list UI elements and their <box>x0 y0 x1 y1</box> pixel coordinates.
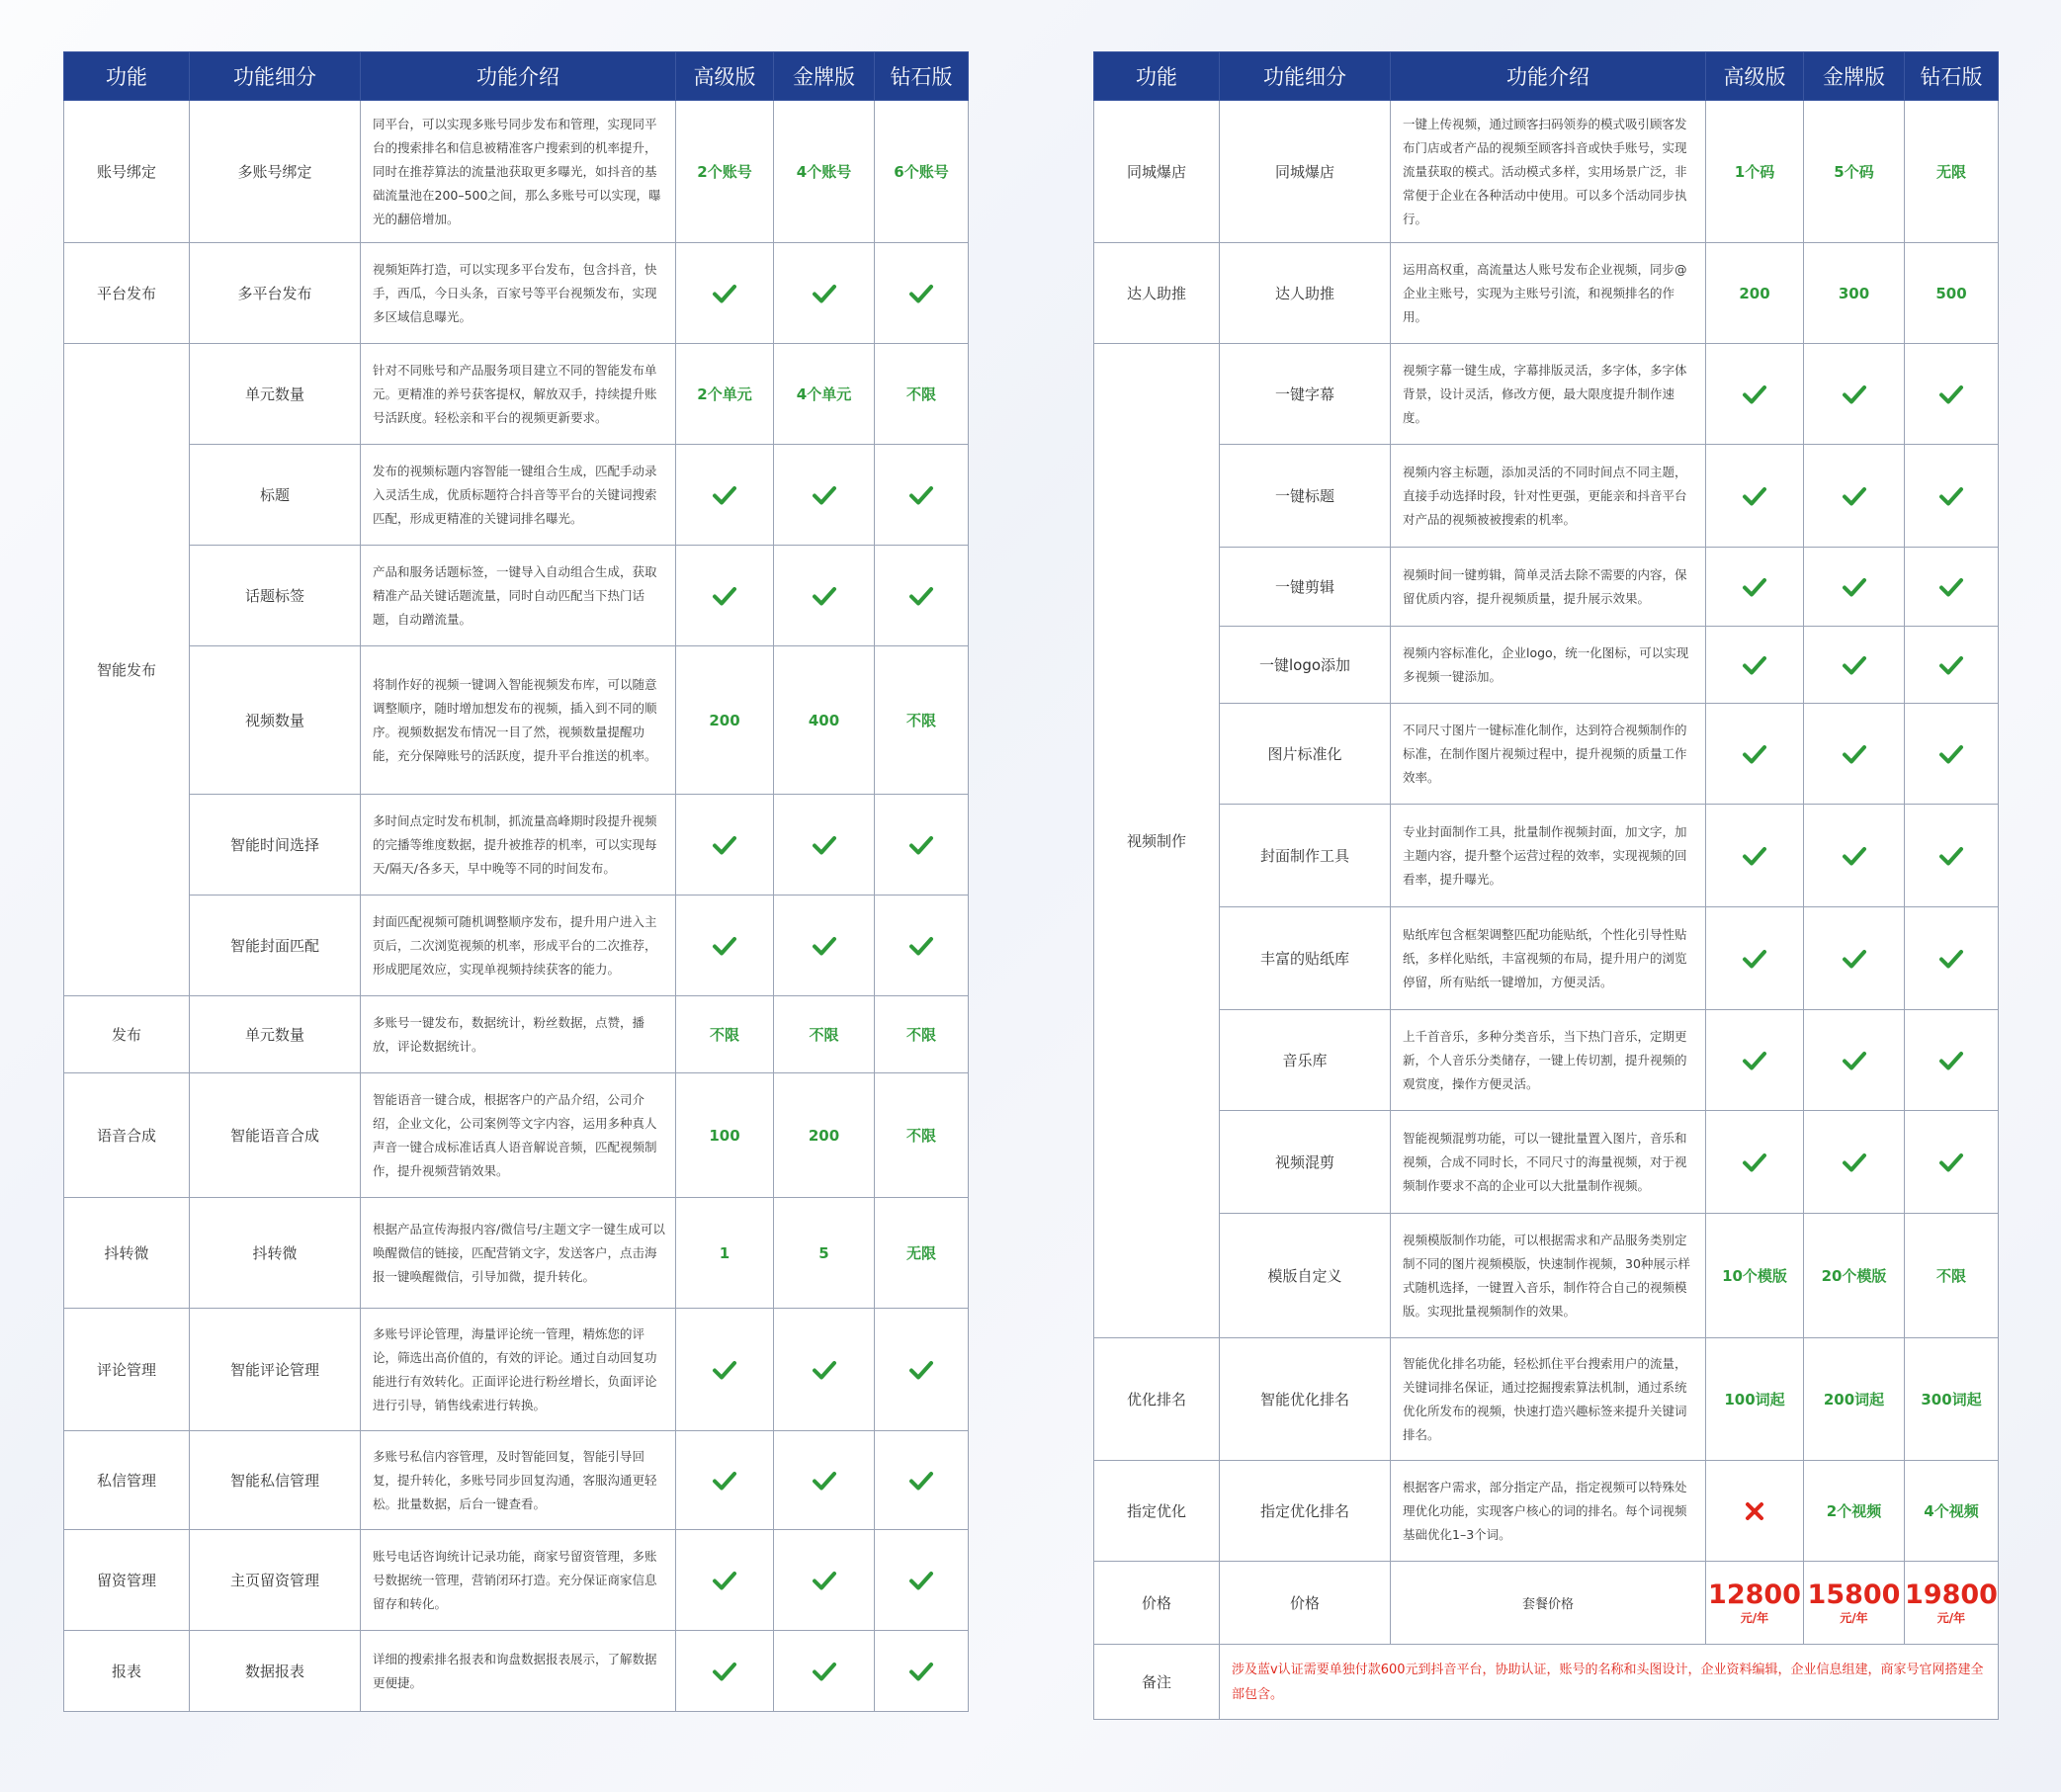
price-value: 15800 <box>1807 1579 1901 1610</box>
header-intro: 功能介绍 <box>361 52 676 101</box>
tier-check-cell <box>676 1309 774 1431</box>
table-row <box>64 795 969 896</box>
table-row <box>64 1530 969 1631</box>
subfeature-cell: 智能时间选择 <box>190 795 361 896</box>
check-icon <box>812 1568 837 1593</box>
intro-cell: 根据客户需求，部分指定产品，指定视频可以特殊处理优化功能，实现客户核心的词的排名。每个词视频基础优化1–3个词。 <box>1391 1461 1706 1562</box>
check-icon <box>812 482 837 508</box>
table-row <box>64 445 969 546</box>
check-icon <box>812 281 837 306</box>
subfeature-cell: 智能封面匹配 <box>190 896 361 996</box>
intro-cell: 专业封面制作工具，批量制作视频封面，加文字，加主题内容，提升整个运营过程的效率，实现视频的回看率，提升曝光。 <box>1391 805 1706 907</box>
check-icon <box>1938 483 1964 509</box>
check-icon <box>908 832 934 858</box>
feature-cell: 报表 <box>64 1631 190 1712</box>
intro-cell: 封面匹配视频可随机调整顺序发布，提升用户进入主页后，二次浏览视频的机率，形成平台的二次推荐，形成肥尾效应，实现单视频持续获客的能力。 <box>361 896 676 996</box>
subfeature-cell: 抖转微 <box>190 1198 361 1309</box>
tier-value: 200 <box>676 646 774 795</box>
subfeature-cell: 视频混剪 <box>1220 1111 1391 1214</box>
check-icon <box>1742 483 1767 509</box>
intro-cell: 同平台，可以实现多账号同步发布和管理，实现同平台的搜索排名和信息被精准客户搜索到的机率提升，同时在推荐算法的流量池获取更多曝光，如抖音的基础流量池在200–500之间，那么多账号可以实现，曝光的翻倍增加。 <box>361 101 676 243</box>
check-icon <box>712 583 737 609</box>
tier-check-cell <box>1804 1010 1905 1111</box>
tier-value: 300 <box>1804 243 1905 344</box>
tier-check-cell <box>1804 344 1905 445</box>
table-row <box>1094 627 1999 704</box>
tier-value: 300词起 <box>1905 1338 1999 1461</box>
tier-value: 200词起 <box>1804 1338 1905 1461</box>
intro-cell: 将制作好的视频一键调入智能视频发布库，可以随意调整顺序，随时增加想发布的视频，插入到不同的顺序。视频数据发布情况一目了然，视频数量提醒功能，充分保障账号的活跃度，提升平台推送的机率。 <box>361 646 676 795</box>
tier-value: 2个单元 <box>676 344 774 445</box>
intro-cell: 运用高权重，高流量达人账号发布企业视频，同步@企业主账号，实现为主账号引流，和视频排名的作用。 <box>1391 243 1706 344</box>
table-row <box>64 896 969 996</box>
intro-cell: 上千首音乐，多种分类音乐，当下热门音乐，定期更新，个人音乐分类储存，一键上传切割，提升视频的观赏度，操作方便灵活。 <box>1391 1010 1706 1111</box>
tier-value: 不限 <box>774 996 875 1073</box>
check-icon <box>1742 652 1767 678</box>
check-icon <box>712 1568 737 1593</box>
table-row <box>64 344 969 445</box>
tier-value: 4个账号 <box>774 101 875 243</box>
subfeature-cell: 模版自定义 <box>1220 1214 1391 1338</box>
intro-cell: 不同尺寸图片一键标准化制作，达到符合视频制作的标准，在制作图片视频过程中，提升视频的质量工作效率。 <box>1391 704 1706 805</box>
table-row <box>1094 344 1999 445</box>
tier-value: 2个账号 <box>676 101 774 243</box>
tier-check-cell <box>1804 627 1905 704</box>
tier-check-cell <box>875 1431 969 1530</box>
table-row <box>1094 1562 1999 1645</box>
tier-check-cell <box>1804 805 1905 907</box>
intro-cell: 视频时间一键剪辑，简单灵活去除不需要的内容，保留优质内容，提升视频质量，提升展示效果。 <box>1391 548 1706 627</box>
header-row <box>1094 52 1999 101</box>
check-icon <box>1938 652 1964 678</box>
check-icon <box>812 583 837 609</box>
tier-check-cell <box>1804 907 1905 1010</box>
tier-check-cell <box>774 1631 875 1712</box>
price-unit: 元/年 <box>1936 1610 1966 1625</box>
check-icon <box>1742 843 1767 869</box>
table-row <box>1094 704 1999 805</box>
header-tier-gold: 金牌版 <box>774 52 875 101</box>
feature-cell: 账号绑定 <box>64 101 190 243</box>
intro-cell: 详细的搜索排名报表和询盘数据报表展示，了解数据更便捷。 <box>361 1631 676 1712</box>
tier-check-cell <box>875 1530 969 1631</box>
table-row <box>64 646 969 795</box>
tier-value: 4个单元 <box>774 344 875 445</box>
check-icon <box>712 482 737 508</box>
table-row <box>1094 1111 1999 1214</box>
subfeature-cell: 图片标准化 <box>1220 704 1391 805</box>
intro-cell: 多时间点定时发布机制，抓流量高峰期时段提升视频的完播等维度数据，提升被推荐的机率，可以实现每天/隔天/各多天，早中晚等不同的时间发布。 <box>361 795 676 896</box>
price-unit: 元/年 <box>1840 1610 1868 1625</box>
subfeature-cell: 一键剪辑 <box>1220 548 1391 627</box>
check-icon <box>712 933 737 959</box>
check-icon <box>812 1357 837 1383</box>
tier-check-cell <box>676 1530 774 1631</box>
tier-check-cell <box>774 1309 875 1431</box>
check-icon <box>1842 483 1867 509</box>
tier-value: 不限 <box>676 996 774 1073</box>
subfeature-cell: 音乐库 <box>1220 1010 1391 1111</box>
tier-check-cell <box>1706 704 1804 805</box>
table-row <box>1094 805 1999 907</box>
intro-cell: 产品和服务话题标签，一键导入自动组合生成，获取精准产品关键话题流量，同时自动匹配当下热门话题，自动蹭流量。 <box>361 546 676 646</box>
check-icon <box>1842 652 1867 678</box>
feature-table-left <box>63 51 969 1712</box>
tier-check-cell <box>875 445 969 546</box>
table-row <box>64 1631 969 1712</box>
tier-check-cell <box>1905 805 1999 907</box>
table-row <box>64 1073 969 1198</box>
tier-check-cell <box>1706 1010 1804 1111</box>
subfeature-cell: 标题 <box>190 445 361 546</box>
tier-check-cell <box>676 1631 774 1712</box>
tier-check-cell <box>1905 907 1999 1010</box>
feature-cell: 视频制作 <box>1094 344 1220 1338</box>
subfeature-cell: 价格 <box>1220 1562 1391 1645</box>
feature-cell: 发布 <box>64 996 190 1073</box>
header-intro: 功能介绍 <box>1391 52 1706 101</box>
header-tier-advanced: 高级版 <box>1706 52 1804 101</box>
intro-cell: 套餐价格 <box>1391 1562 1706 1645</box>
tier-value: 不限 <box>875 646 969 795</box>
check-icon <box>1938 382 1964 407</box>
intro-cell: 智能优化排名功能，轻松抓住平台搜索用户的流量，关键词排名保证，通过挖掘搜索算法机制，通过系统优化所发布的视频，快速打造兴趣标签来提升关键词排名。 <box>1391 1338 1706 1461</box>
subfeature-cell: 智能优化排名 <box>1220 1338 1391 1461</box>
check-icon <box>1938 741 1964 767</box>
tier-check-cell <box>1905 344 1999 445</box>
intro-cell: 视频模版制作功能，可以根据需求和产品服务类别定制不同的图片视频模版，快速制作视频，30种展示样式随机选择，一键置入音乐，制作符合自己的视频模版。实现批量视频制作的效果。 <box>1391 1214 1706 1338</box>
table-row <box>1094 548 1999 627</box>
tier-check-cell <box>875 546 969 646</box>
tier-value: 无限 <box>875 1198 969 1309</box>
check-icon <box>1842 1048 1867 1073</box>
price-cell-diamond <box>1905 1562 1999 1645</box>
tier-check-cell <box>774 896 875 996</box>
feature-cell: 达人助推 <box>1094 243 1220 344</box>
check-icon <box>908 1468 934 1493</box>
intro-cell: 一键上传视频，通过顾客扫码领券的模式吸引顾客发布门店或者产品的视频至顾客抖音或快手账号，实现流量获取的模式。活动模式多样，实用场景广泛，非常便于企业在各种活动中使用。可以多个活动同步执行。 <box>1391 101 1706 243</box>
header-subfeature: 功能细分 <box>1220 52 1391 101</box>
tier-check-cell <box>1706 805 1804 907</box>
tier-check-cell <box>1804 548 1905 627</box>
check-icon <box>1938 946 1964 972</box>
tier-value: 不限 <box>875 996 969 1073</box>
intro-cell: 贴纸库包含框架调整匹配功能贴纸，个性化引导性贴纸，多样化贴纸，丰富视频的布局，提升用户的浏览停留，所有贴纸一键增加，方便灵活。 <box>1391 907 1706 1010</box>
tier-value: 100 <box>676 1073 774 1198</box>
tier-check-cell <box>1706 548 1804 627</box>
tier-value: 20个模版 <box>1804 1214 1905 1338</box>
feature-cell: 私信管理 <box>64 1431 190 1530</box>
cross-icon <box>1744 1500 1765 1522</box>
check-icon <box>908 1659 934 1684</box>
intro-cell: 智能语音一键合成，根据客户的产品介绍，公司介绍，企业文化，公司案例等文字内容，运用多种真人声音一键合成标准话真人语音解说音频，匹配视频制作，提升视频营销效果。 <box>361 1073 676 1198</box>
subfeature-cell: 数据报表 <box>190 1631 361 1712</box>
tier-check-cell <box>774 795 875 896</box>
tier-value: 100词起 <box>1706 1338 1804 1461</box>
check-icon <box>1842 843 1867 869</box>
tier-check-cell <box>1905 627 1999 704</box>
table-row <box>1094 1645 1999 1720</box>
intro-cell: 发布的视频标题内容智能一键组合生成，匹配手动录入灵活生成，优质标题符合抖音等平台的关键词搜索匹配，形成更精准的关键词排名曝光。 <box>361 445 676 546</box>
intro-cell: 视频矩阵打造，可以实现多平台发布，包含抖音，快手，西瓜，今日头条，百家号等平台视频发布，实现多区域信息曝光。 <box>361 243 676 344</box>
tier-value: 不限 <box>1905 1214 1999 1338</box>
table-row <box>1094 1338 1999 1461</box>
tier-check-cell <box>774 1530 875 1631</box>
tier-value: 4个视频 <box>1905 1461 1999 1562</box>
intro-cell: 账号电话咨询统计记录功能，商家号留资管理，多账号数据统一管理，营销闭环打造。充分保证商家信息留存和转化。 <box>361 1530 676 1631</box>
price-cell-gold <box>1804 1562 1905 1645</box>
feature-cell: 平台发布 <box>64 243 190 344</box>
tier-check-cell <box>1706 344 1804 445</box>
tier-check-cell <box>1905 704 1999 805</box>
tier-check-cell <box>1706 445 1804 548</box>
tier-value: 1 <box>676 1198 774 1309</box>
tier-check-cell <box>676 243 774 344</box>
tier-check-cell <box>1905 548 1999 627</box>
subfeature-cell: 视频数量 <box>190 646 361 795</box>
price-cell-advanced <box>1706 1562 1804 1645</box>
table-row <box>1094 1461 1999 1562</box>
subfeature-cell: 一键标题 <box>1220 445 1391 548</box>
subfeature-cell: 指定优化排名 <box>1220 1461 1391 1562</box>
tier-check-cell <box>875 243 969 344</box>
table-row <box>64 101 969 243</box>
price-value: 12800 <box>1708 1579 1801 1610</box>
price-unit: 元/年 <box>1740 1610 1769 1625</box>
check-icon <box>812 933 837 959</box>
subfeature-cell: 智能评论管理 <box>190 1309 361 1431</box>
tier-check-cell <box>676 445 774 546</box>
tier-value: 不限 <box>875 1073 969 1198</box>
check-icon <box>908 482 934 508</box>
intro-cell: 视频内容主标题，添加灵活的不同时间点不同主题，直接手动选择时段，针对性更强，更能亲和抖音平台对产品的视频被被搜索的机率。 <box>1391 445 1706 548</box>
tier-cross-cell <box>1706 1461 1804 1562</box>
tier-check-cell <box>875 896 969 996</box>
check-icon <box>908 281 934 306</box>
table-row <box>1094 907 1999 1010</box>
check-icon <box>1938 843 1964 869</box>
check-icon <box>712 1468 737 1493</box>
tier-check-cell <box>774 243 875 344</box>
subfeature-cell: 多账号绑定 <box>190 101 361 243</box>
tier-check-cell <box>676 1431 774 1530</box>
check-icon <box>1938 1150 1964 1175</box>
subfeature-cell: 单元数量 <box>190 344 361 445</box>
tier-check-cell <box>1804 704 1905 805</box>
check-icon <box>1842 946 1867 972</box>
check-icon <box>1742 741 1767 767</box>
check-icon <box>812 832 837 858</box>
intro-cell: 多账号一键发布，数据统计，粉丝数据，点赞，播放，评论数据统计。 <box>361 996 676 1073</box>
tier-check-cell <box>774 445 875 546</box>
tier-check-cell <box>1905 445 1999 548</box>
check-icon <box>812 1468 837 1493</box>
intro-cell: 根据产品宣传海报内容/微信号/主题文字一键生成可以唤醒微信的链接，匹配营销文字，发送客户，点击海报一键唤醒微信，引导加微，提升转化。 <box>361 1198 676 1309</box>
table-row <box>1094 1214 1999 1338</box>
subfeature-cell: 智能语音合成 <box>190 1073 361 1198</box>
check-icon <box>712 1357 737 1383</box>
check-icon <box>712 281 737 306</box>
feature-cell: 留资管理 <box>64 1530 190 1631</box>
tier-value: 200 <box>1706 243 1804 344</box>
check-icon <box>1842 1150 1867 1175</box>
tier-check-cell <box>1706 907 1804 1010</box>
check-icon <box>908 583 934 609</box>
tier-value: 200 <box>774 1073 875 1198</box>
intro-cell: 视频字幕一键生成，字幕排版灵活，多字体，多字体背景，设计灵活，修改方便，最大限度提升制作速度。 <box>1391 344 1706 445</box>
subfeature-cell: 丰富的贴纸库 <box>1220 907 1391 1010</box>
check-icon <box>1742 1150 1767 1175</box>
check-icon <box>1938 574 1964 600</box>
header-tier-advanced: 高级版 <box>676 52 774 101</box>
header-feature: 功能 <box>64 52 190 101</box>
tier-check-cell <box>875 1631 969 1712</box>
tier-value: 2个视频 <box>1804 1461 1905 1562</box>
tier-check-cell <box>875 795 969 896</box>
tier-check-cell <box>774 1431 875 1530</box>
tier-value: 1个码 <box>1706 101 1804 243</box>
tier-check-cell <box>676 896 774 996</box>
tier-value: 5个码 <box>1804 101 1905 243</box>
check-icon <box>1742 946 1767 972</box>
table-row <box>64 996 969 1073</box>
subfeature-cell: 主页留资管理 <box>190 1530 361 1631</box>
remark-text: 涉及蓝v认证需要单独付款600元到抖音平台，协助认证，账号的名称和头图设计，企业资料编辑，企业信息组建，商家号官网搭建全部包含。 <box>1220 1645 1999 1720</box>
feature-cell: 备注 <box>1094 1645 1220 1720</box>
header-feature: 功能 <box>1094 52 1220 101</box>
tier-check-cell <box>1905 1111 1999 1214</box>
tier-check-cell <box>774 546 875 646</box>
tier-value: 500 <box>1905 243 1999 344</box>
table-row <box>64 1309 969 1431</box>
feature-cell: 抖转微 <box>64 1198 190 1309</box>
header-tier-gold: 金牌版 <box>1804 52 1905 101</box>
check-icon <box>908 1568 934 1593</box>
subfeature-cell: 话题标签 <box>190 546 361 646</box>
tier-value: 6个账号 <box>875 101 969 243</box>
subfeature-cell: 多平台发布 <box>190 243 361 344</box>
table-row <box>1094 1010 1999 1111</box>
tier-check-cell <box>875 1309 969 1431</box>
tier-check-cell <box>1804 445 1905 548</box>
feature-cell: 评论管理 <box>64 1309 190 1431</box>
check-icon <box>812 1659 837 1684</box>
subfeature-cell: 同城爆店 <box>1220 101 1391 243</box>
check-icon <box>1742 382 1767 407</box>
tier-value: 400 <box>774 646 875 795</box>
check-icon <box>908 1357 934 1383</box>
subfeature-cell: 达人助推 <box>1220 243 1391 344</box>
table-row <box>1094 101 1999 243</box>
header-tier-diamond: 钻石版 <box>875 52 969 101</box>
tier-check-cell <box>1804 1111 1905 1214</box>
intro-cell: 多账号私信内容管理，及时智能回复，智能引导回复，提升转化，多账号同步回复沟通，客服沟通更轻松。批量数据，后台一键查看。 <box>361 1431 676 1530</box>
feature-cell: 价格 <box>1094 1562 1220 1645</box>
subfeature-cell: 一键字幕 <box>1220 344 1391 445</box>
check-icon <box>1842 574 1867 600</box>
feature-table-right <box>1093 51 1999 1720</box>
table-row <box>1094 243 1999 344</box>
feature-cell: 优化排名 <box>1094 1338 1220 1461</box>
feature-cell: 语音合成 <box>64 1073 190 1198</box>
tier-check-cell <box>676 546 774 646</box>
feature-cell: 智能发布 <box>64 344 190 996</box>
check-icon <box>908 933 934 959</box>
tier-value: 无限 <box>1905 101 1999 243</box>
table-row <box>64 546 969 646</box>
tier-check-cell <box>676 795 774 896</box>
tier-check-cell <box>1905 1010 1999 1111</box>
feature-cell: 指定优化 <box>1094 1461 1220 1562</box>
check-icon <box>1742 1048 1767 1073</box>
intro-cell: 多账号评论管理，海量评论统一管理，精炼您的评论，筛选出高价值的，有效的评论。通过自动回复功能进行有效转化。正面评论进行粉丝增长，负面评论进行引导，销售线索进行转换。 <box>361 1309 676 1431</box>
price-value: 19800 <box>1905 1579 1998 1610</box>
table-row <box>64 243 969 344</box>
subfeature-cell: 一键logo添加 <box>1220 627 1391 704</box>
header-row <box>64 52 969 101</box>
tier-value: 不限 <box>875 344 969 445</box>
tier-check-cell <box>1706 1111 1804 1214</box>
header-subfeature: 功能细分 <box>190 52 361 101</box>
check-icon <box>1742 574 1767 600</box>
check-icon <box>1938 1048 1964 1073</box>
tier-value: 5 <box>774 1198 875 1309</box>
subfeature-cell: 单元数量 <box>190 996 361 1073</box>
intro-cell: 视频内容标准化，企业logo，统一化图标，可以实现多视频一键添加。 <box>1391 627 1706 704</box>
tier-value: 10个模版 <box>1706 1214 1804 1338</box>
intro-cell: 智能视频混剪功能，可以一键批量置入图片，音乐和视频，合成不同时长，不同尺寸的海量视频，对于视频制作要求不高的企业可以大批量制作视频。 <box>1391 1111 1706 1214</box>
tier-check-cell <box>1706 627 1804 704</box>
check-icon <box>1842 382 1867 407</box>
table-row <box>64 1198 969 1309</box>
feature-cell: 同城爆店 <box>1094 101 1220 243</box>
table-row <box>64 1431 969 1530</box>
subfeature-cell: 封面制作工具 <box>1220 805 1391 907</box>
check-icon <box>712 832 737 858</box>
check-icon <box>712 1659 737 1684</box>
table-row <box>1094 445 1999 548</box>
subfeature-cell: 智能私信管理 <box>190 1431 361 1530</box>
check-icon <box>1842 741 1867 767</box>
header-tier-diamond: 钻石版 <box>1905 52 1999 101</box>
intro-cell: 针对不同账号和产品服务项目建立不同的智能发布单元。更精准的养号获客提权，解放双手，持续提升账号活跃度。轻松亲和平台的视频更新要求。 <box>361 344 676 445</box>
